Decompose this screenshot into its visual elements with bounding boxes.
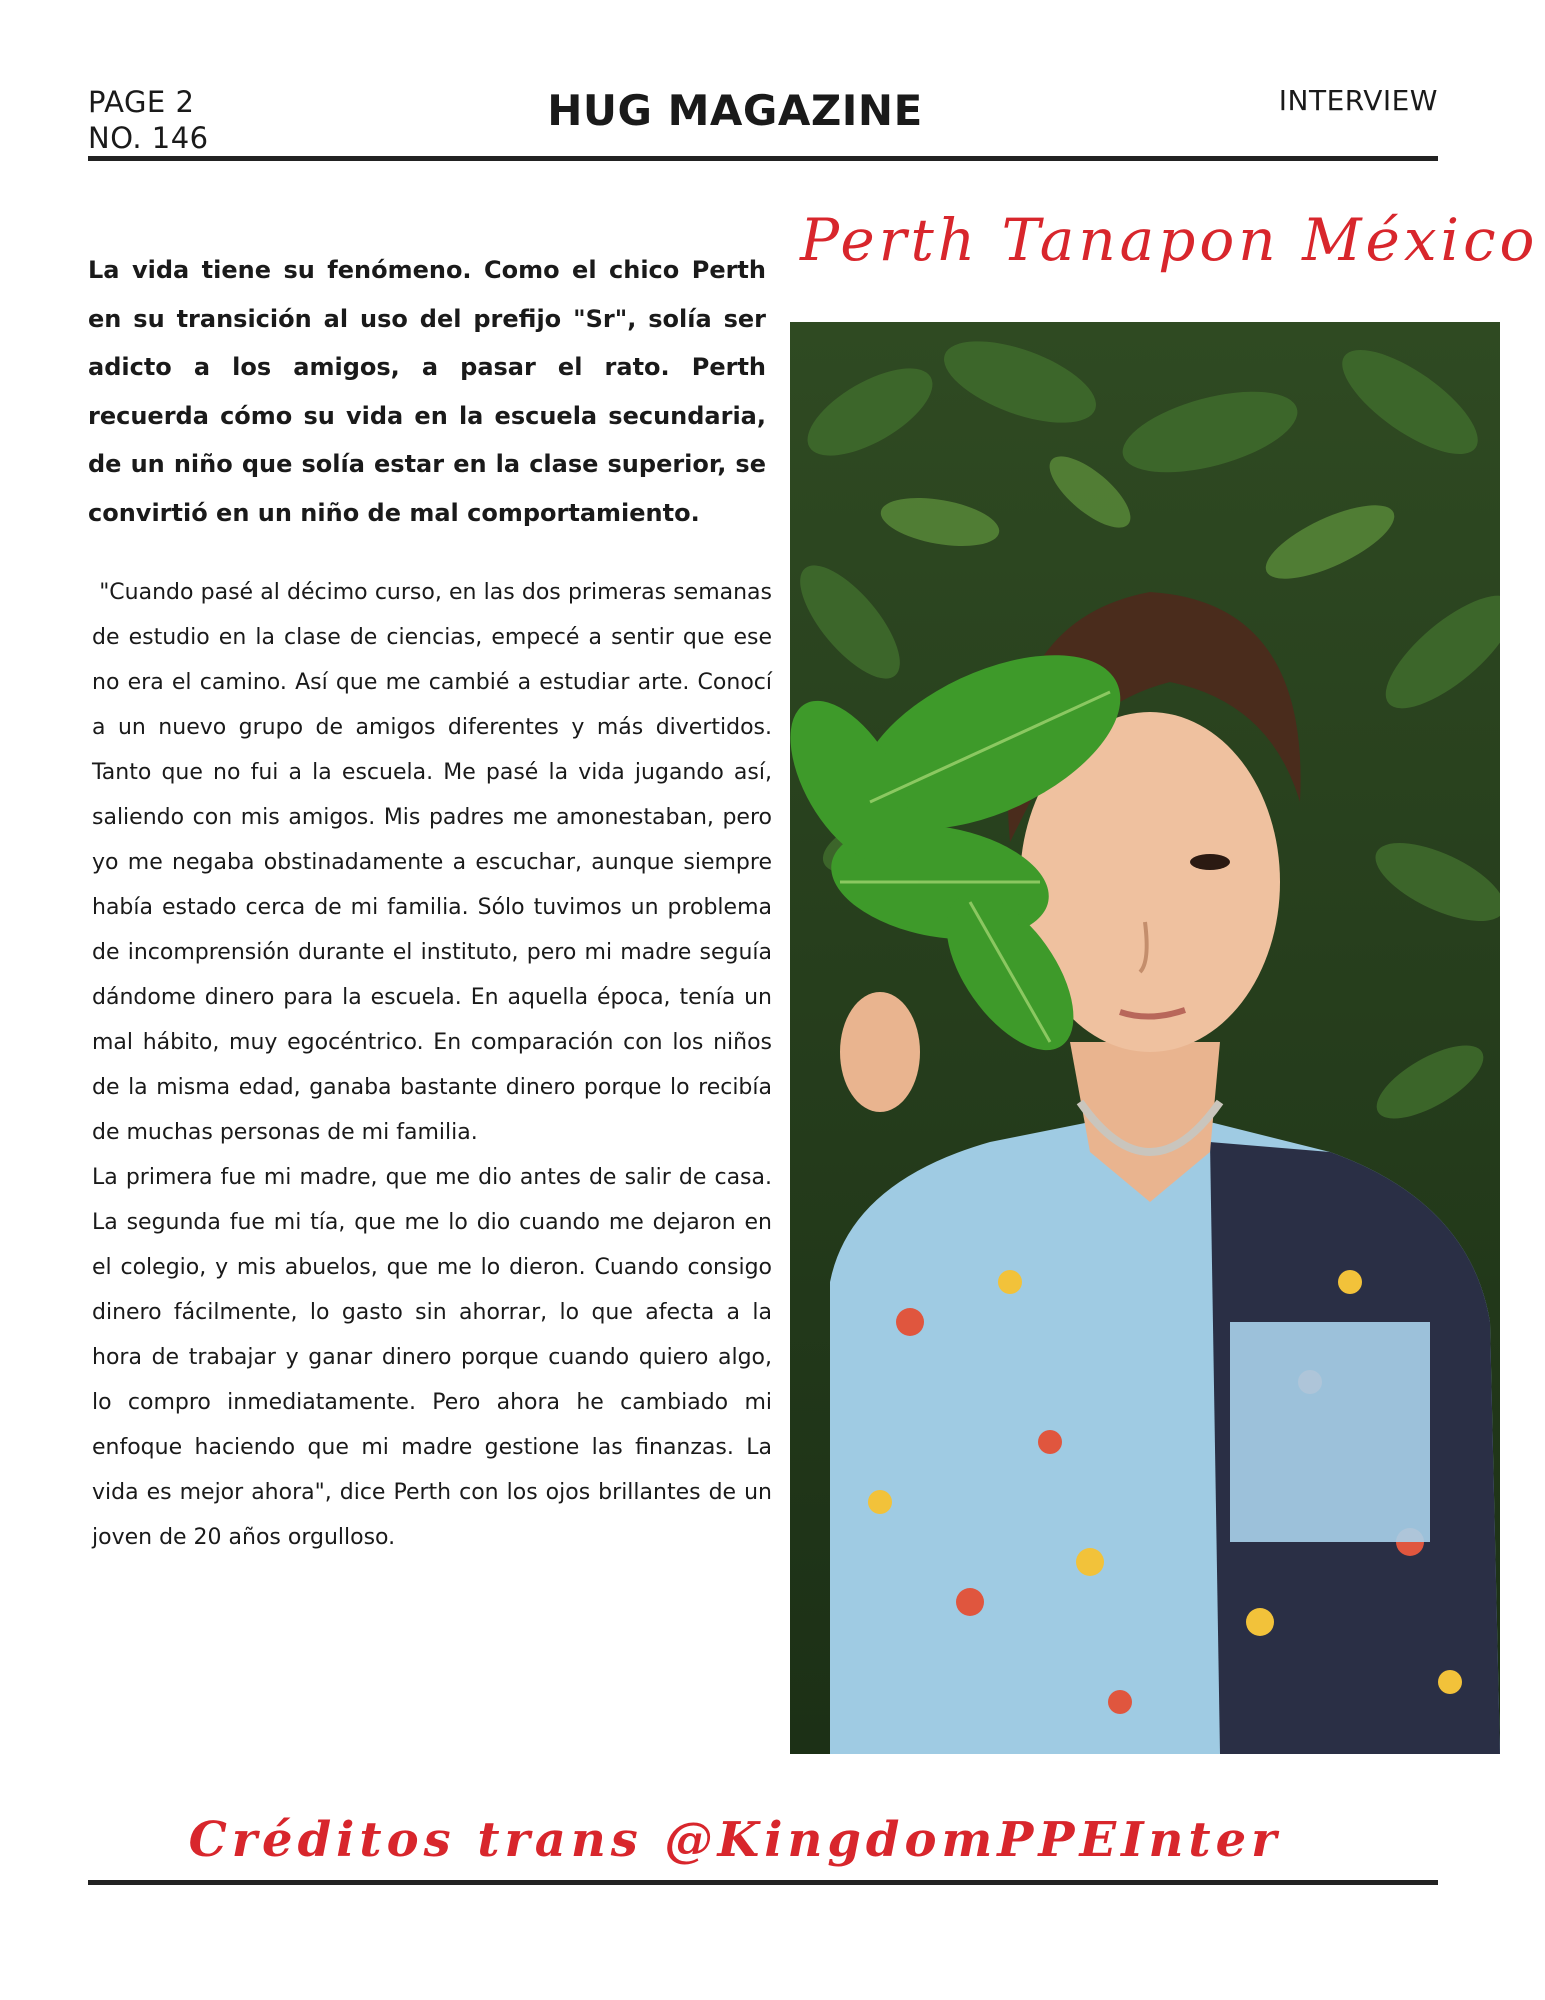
article-lead: La vida tiene su fenómeno. Como el chico Perth en su transición al uso del prefijo "Sr", solía ser adicto a los amigos, a pasar el rato. Perth recuerda cómo su vida en la escuela secundaria, de un niño que solía estar en la clase superior, se convirtió en un niño de mal comportamiento. (88, 256, 766, 527)
magazine-title: HUG MAGAZINE (547, 86, 923, 135)
article-body (92, 570, 780, 1560)
portrait-photo (790, 322, 1500, 1754)
article-paragraph: "Cuando pasé al décimo curso, en las dos primeras semanas de estudio en la clase de ciencias, empecé a sentir que ese no era el camino. Así que me cambié a estudiar arte. Conocí a un nuevo grupo de amigos diferentes y más divertidos. Tanto que no fui a la escuela. Me pasé la vida jugando así, saliendo con mis amigos. Mis padres me amonestaban, pero yo me negaba obstinadamente a escuchar, aunque siempre había estado cerca de mi familia. Sólo tuvimos un problema de incomprensión durante el instituto, pero mi madre seguía dándome dinero para la escuela. En aquella época, tenía un mal hábito, muy egocéntrico. En comparación con los niños de la misma edad, ganaba bastante dinero porque lo recibía de muchas personas de mi familia. (92, 580, 780, 1145)
section-label: INTERVIEW (1278, 84, 1438, 117)
page-number: PAGE 2 (88, 85, 195, 119)
footer-divider (88, 1880, 1438, 1885)
article-paragraph: La primera fue mi madre, que me dio antes de salir de casa. La segunda fue mi tía, que me lo dio cuando me dejaron en el colegio, y mis abuelos, que me lo dieron. Cuando consigo dinero fácilmente, lo gasto sin ahorrar, lo que afecta a la hora de trabajar y ganar dinero porque cuando quiero algo, lo compro inmediatamente. Pero ahora he cambiado mi enfoque haciendo que mi madre gestione las finanzas. La vida es mejor ahora", dice Perth con los ojos brillantes de un joven de 20 años orgulloso. (92, 1165, 779, 1550)
header-divider (88, 156, 1438, 161)
credits-line: Créditos trans @KingdomPPEInter (188, 1812, 1282, 1868)
issue-number: NO. 146 (88, 121, 209, 155)
script-title: Perth Tanapon México (800, 206, 1539, 274)
